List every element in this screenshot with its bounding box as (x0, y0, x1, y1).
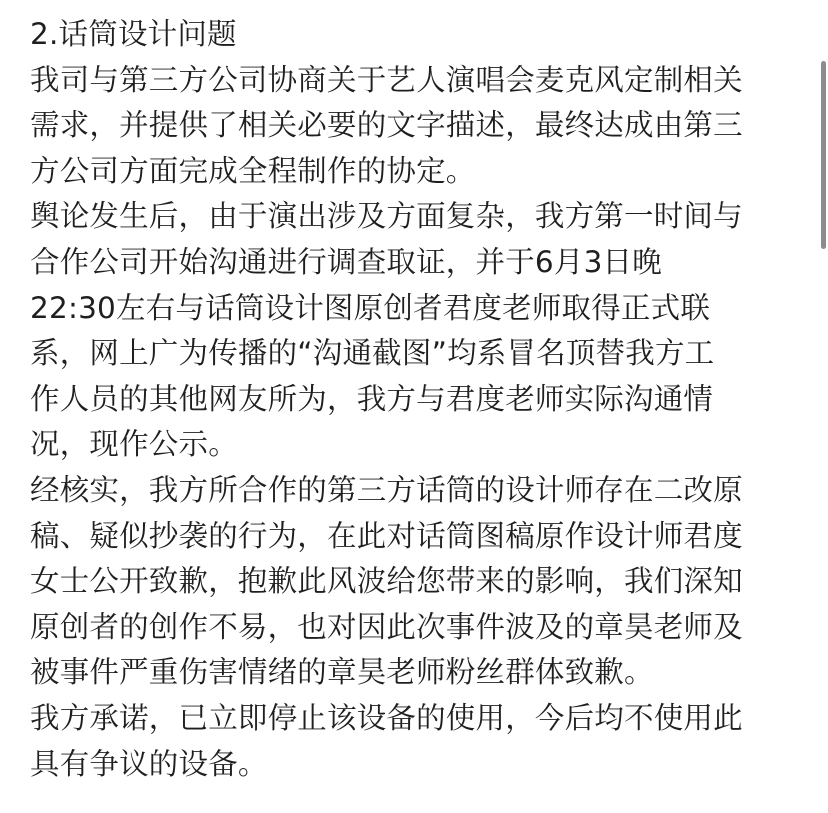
text-line: 需求，并提供了相关必要的文字描述，最终达成由第三 (30, 108, 743, 143)
text-line: 原创者的创作不易，也对因此次事件波及的章昊老师及 (30, 609, 743, 644)
text-line: 系，网上广为传播的“沟通截图”均系冒名顶替我方工 (30, 336, 715, 371)
text-line: 舆论发生后，由于演出涉及方面复杂，我方第一时间与 (30, 199, 743, 234)
document-text-column (30, 12, 800, 787)
text-line: 我司与第三方公司协商关于艺人演唱会麦克风定制相关 (30, 62, 743, 97)
text-line: 具有争议的设备。 (30, 746, 268, 781)
text-line: 合作公司开始沟通进行调查取证，并于6月3日晚 (30, 244, 662, 279)
section-heading: 2.话筒设计问题 (30, 17, 237, 51)
text-line: 女士公开致歉，抱歉此风波给您带来的影响，我们深知 (30, 564, 743, 599)
vertical-scrollbar[interactable] (816, 0, 828, 813)
text-line: 稿、疑似抄袭的行为，在此对话筒图稿原作设计师君度 (30, 518, 743, 553)
scrollbar-thumb[interactable] (821, 61, 826, 249)
text-line: 被事件严重伤害情绪的章昊老师粉丝群体致歉。 (30, 655, 654, 690)
text-line: 我方承诺，已立即停止该设备的使用，今后均不使用此 (30, 700, 743, 735)
text-line: 方公司方面完成全程制作的协定。 (30, 153, 476, 188)
text-line: 经核实，我方所合作的第三方话筒的设计师存在二改原 (30, 472, 743, 507)
text-line: 况，现作公示。 (30, 427, 238, 462)
text-line: 作人员的其他网友所为，我方与君度老师实际沟通情 (30, 381, 714, 416)
text-line: 22:30左右与话筒设计图原创者君度老师取得正式联 (30, 290, 711, 325)
